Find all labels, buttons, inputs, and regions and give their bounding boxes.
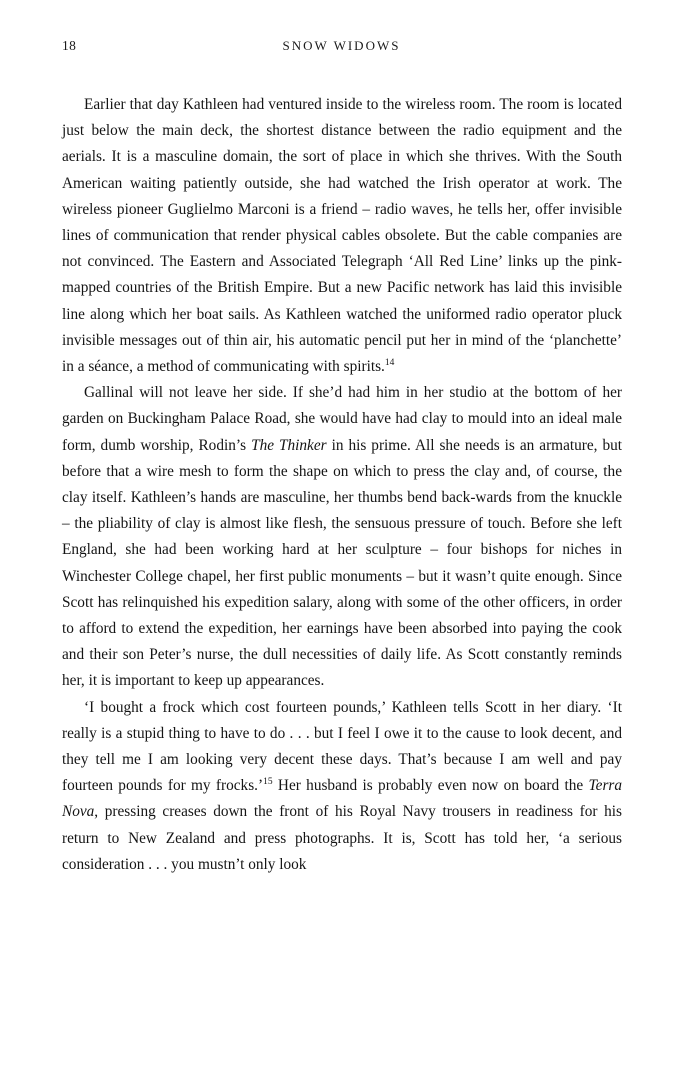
paragraph-3-text-a: ‘I bought a frock which cost fourteen pounds,’ Kathleen tells Scott in her diary. ‘It really is a stupid thing to have to do . . . but I feel I owe it to the cause to look decent, and they tell me I am looking very decent these days. That’s because I am well and pay fourteen pounds for my frocks.’ xyxy=(62,698,622,795)
paragraph-3-text-c: , pressing creases down the front of his Royal Navy trousers in readiness for his return to New Zealand and press photographs. It is, Scott has told her, ‘a serious consideration . . . you mustn’t only look xyxy=(62,803,622,873)
paragraph-1 xyxy=(62,92,622,380)
page-number: 18 xyxy=(62,38,77,53)
paragraph-2 xyxy=(62,380,622,694)
paragraph-2-text-a: Gallinal will not leave her side. If she’d had him in her studio at the bottom of her garden on Buckingham Palace Road, she would have had clay to mould into an ideal male form, dumb worship, Rodin’s xyxy=(62,384,622,454)
footnote-marker-15: 15 xyxy=(263,777,273,788)
body-text xyxy=(62,92,622,878)
paragraph-1-text: Earlier that day Kathleen had ventured inside to the wireless room. The room is located just below the main deck, the shortest distance between the radio equipment and the aerials. It is a masculine domain, the sort of place in which she thrives. With the South American waiting patiently outside, she had watched the Irish operator at work. The wireless pioneer Guglielmo Marconi is a friend – radio waves, he tells her, offer invisible lines of communication that render physical cables obsolete. But the cable companies are not convinced. The Eastern and Associated Telegraph ‘All Red Line’ links up the pink-mapped countries of the British Empire. But a new Pacific network has laid this invisible line along which her boat sails. As Kathleen watched the uniformed radio operator pluck invisible messages out of thin air, his automatic pencil put her in mind of the ‘planchette’ in a séance, a method of communicating with spirits. xyxy=(62,96,622,376)
italic-title-the-thinker: The Thinker xyxy=(251,436,327,454)
footnote-marker-14: 14 xyxy=(384,357,395,368)
italic-title-terra-nova: Terra Nova xyxy=(62,777,622,821)
book-title-header: SNOW WIDOWS xyxy=(282,38,401,53)
paragraph-2-text-b: in his prime. All she needs is an armature, but before that a wire mesh to form the shape on which to press the clay and, of course, the clay itself. Kathleen’s hands are masculine, her thumbs bend back-wards from the knuckle – the pliability of clay is almost like flesh, the sensuous pressure of touch. Before she left England, she had been working hard at her sculpture – four bishops for niches in Winchester College chapel, her first public monuments – but it wasn’t quite enough. Since Scott has relinquished his expedition salary, along with some of the other officers, in order to afford to extend the expedition, her earnings have been absorbed into paying the cook and their son Peter’s nurse, the dull necessities of daily life. As Scott constantly reminds her, it is important to keep up appearances. xyxy=(62,436,622,690)
running-head xyxy=(62,38,621,56)
paragraph-3-text-b: Her husband is probably even now on board the xyxy=(272,777,589,795)
paragraph-3 xyxy=(62,695,622,878)
